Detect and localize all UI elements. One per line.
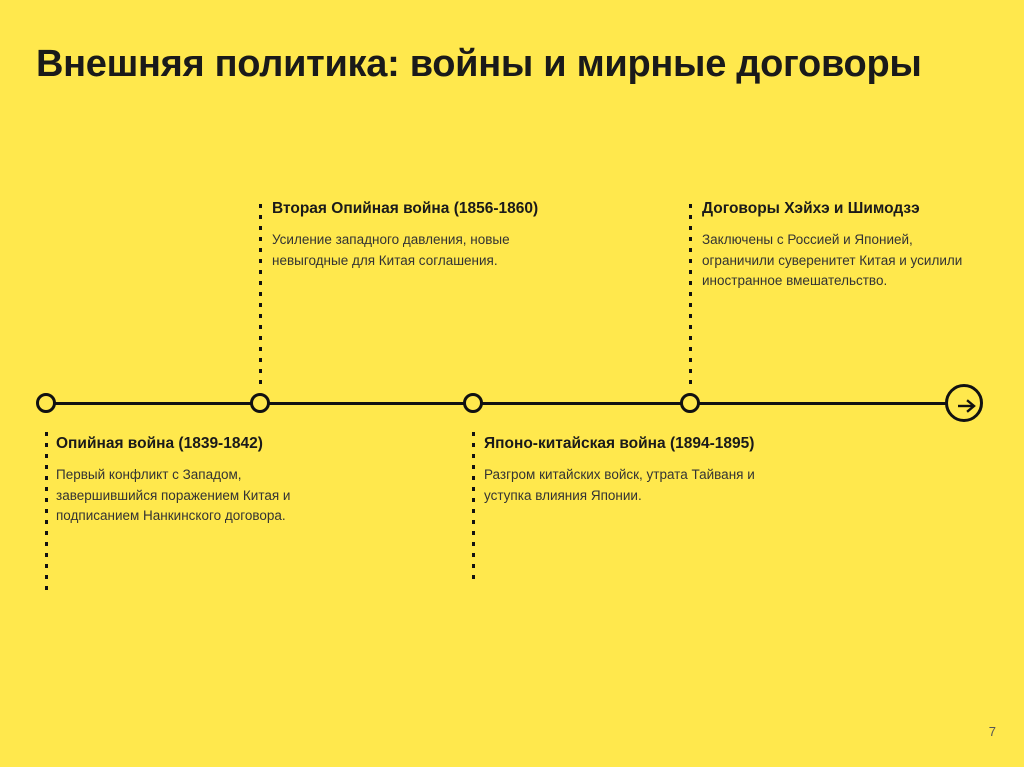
entry-title: Вторая Опийная война (1856-1860) bbox=[272, 200, 539, 217]
entry-description: Разгром китайских войск, утрата Тайваня и уступка влияния Японии. bbox=[484, 466, 755, 503]
timeline-entry-treaties bbox=[702, 199, 977, 292]
entry-description: Первый конфликт с Западом, завершившийся поражением Китая и подписанием Нанкинского договора. bbox=[56, 466, 291, 524]
timeline-entry-sino-japanese-war bbox=[484, 434, 764, 506]
entry-title: Опийная война (1839-1842) bbox=[56, 435, 263, 452]
entry-title: Японо-китайская война (1894-1895) bbox=[484, 435, 755, 452]
entry-description: Заключены с Россией и Японией, ограничили суверенитет Китая и усилили иностранное вмешательство. bbox=[702, 231, 963, 289]
entry-title: Договоры Хэйхэ и Шимодзэ bbox=[702, 200, 920, 217]
connector-opium-war bbox=[45, 432, 48, 592]
timeline-entry-opium-war bbox=[56, 434, 328, 527]
timeline-node-second-opium-war bbox=[250, 393, 270, 413]
timeline-node-sino-japanese-war bbox=[463, 393, 483, 413]
timeline-arrow-icon bbox=[945, 384, 983, 422]
page-title: Внешняя политика: войны и мирные договоры bbox=[36, 43, 922, 85]
page-number: 7 bbox=[988, 724, 996, 739]
connector-treaties bbox=[689, 204, 692, 386]
timeline-entry-second-opium-war bbox=[272, 199, 557, 271]
timeline-node-opium-war bbox=[36, 393, 56, 413]
timeline-node-treaties bbox=[680, 393, 700, 413]
timeline-axis bbox=[40, 402, 970, 405]
entry-description: Усиление западного давления, новые невыгодные для Китая соглашения. bbox=[272, 231, 510, 268]
connector-second-opium-war bbox=[259, 204, 262, 386]
connector-sino-japanese-war bbox=[472, 432, 475, 584]
